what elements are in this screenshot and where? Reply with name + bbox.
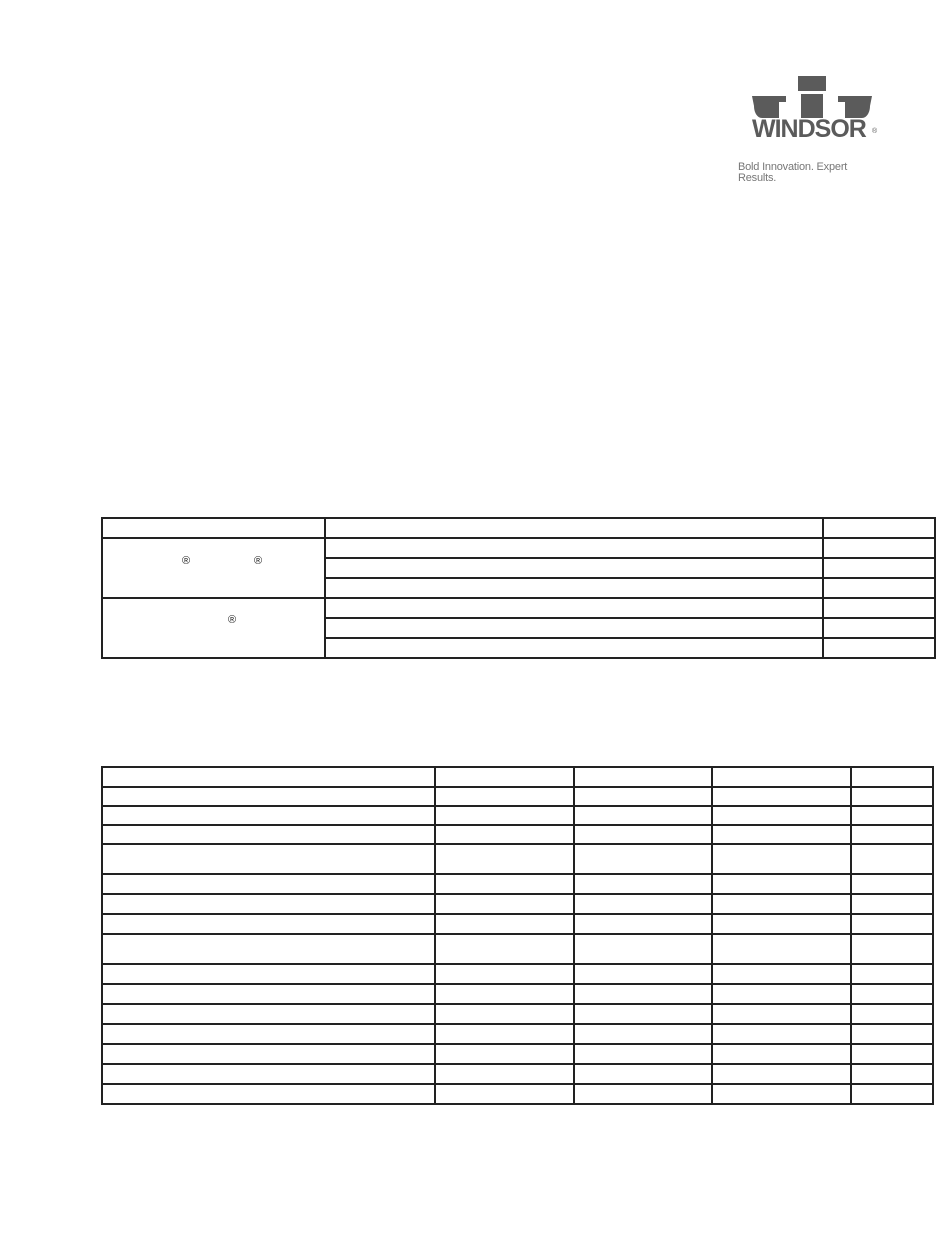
table-cell xyxy=(712,1004,851,1024)
table-cell xyxy=(102,914,435,934)
windsor-logo xyxy=(738,76,888,184)
table-cell xyxy=(851,844,933,874)
table-row xyxy=(102,1004,933,1024)
header-cell xyxy=(325,518,823,538)
table-row xyxy=(102,787,933,806)
table-cell xyxy=(712,787,851,806)
table-cell xyxy=(102,1024,435,1044)
table-cell xyxy=(435,874,574,894)
table-row xyxy=(102,914,933,934)
table-cell xyxy=(851,1044,933,1064)
table-cell xyxy=(823,638,935,658)
table-row xyxy=(102,806,933,825)
table-cell xyxy=(435,1024,574,1044)
table-cell xyxy=(712,1084,851,1104)
table-row xyxy=(102,538,935,558)
table-cell xyxy=(574,1024,712,1044)
windsor-emblem-icon xyxy=(752,76,872,118)
table-cell xyxy=(325,558,823,578)
registered-mark: ® xyxy=(228,614,237,626)
table-cell xyxy=(435,844,574,874)
table-cell xyxy=(325,538,823,558)
table-cell xyxy=(712,844,851,874)
table-cell xyxy=(102,787,435,806)
table-cell xyxy=(851,1084,933,1104)
table-cell xyxy=(851,964,933,984)
table-row xyxy=(102,598,935,618)
table-cell xyxy=(325,638,823,658)
table-cell xyxy=(712,894,851,914)
table-cell xyxy=(102,1004,435,1024)
table-cell xyxy=(851,914,933,934)
table-row xyxy=(102,825,933,844)
product-table xyxy=(101,517,936,659)
table-cell xyxy=(823,578,935,598)
table-cell xyxy=(712,825,851,844)
table-cell xyxy=(435,806,574,825)
header-cell xyxy=(851,767,933,787)
registered-mark: ® xyxy=(182,555,191,567)
table-cell xyxy=(574,787,712,806)
table-cell xyxy=(712,1024,851,1044)
table-cell xyxy=(435,825,574,844)
table-cell xyxy=(102,894,435,914)
table-cell xyxy=(574,1004,712,1024)
table-cell xyxy=(102,1064,435,1084)
table-cell xyxy=(574,1044,712,1064)
table-cell xyxy=(574,806,712,825)
table-cell xyxy=(574,964,712,984)
table-cell xyxy=(574,874,712,894)
table-cell xyxy=(574,914,712,934)
table-row xyxy=(102,894,933,914)
table-cell xyxy=(851,934,933,964)
table-row xyxy=(102,934,933,964)
table-cell xyxy=(435,787,574,806)
logo-tagline: Bold Innovation. Expert Results. xyxy=(738,161,848,184)
table-row xyxy=(102,964,933,984)
table-row xyxy=(102,984,933,1004)
table-cell xyxy=(712,964,851,984)
table-cell xyxy=(435,914,574,934)
header-cell xyxy=(435,767,574,787)
table-cell xyxy=(574,934,712,964)
header-cell xyxy=(102,518,325,538)
table-cell xyxy=(712,874,851,894)
table-cell xyxy=(574,1064,712,1084)
table-cell xyxy=(712,934,851,964)
table-row xyxy=(102,1084,933,1104)
group-cell-1 xyxy=(102,538,325,598)
header-cell xyxy=(823,518,935,538)
table-cell xyxy=(102,1044,435,1064)
table-cell xyxy=(102,984,435,1004)
table-cell xyxy=(851,874,933,894)
table-cell xyxy=(712,914,851,934)
table-cell xyxy=(712,1064,851,1084)
table-cell xyxy=(435,984,574,1004)
table-cell xyxy=(851,1064,933,1084)
logo-wordmark: WINDSOR xyxy=(752,115,866,143)
table-cell xyxy=(102,844,435,874)
table-cell xyxy=(851,1024,933,1044)
header-cell xyxy=(102,767,435,787)
header-cell xyxy=(574,767,712,787)
table-cell xyxy=(435,1064,574,1084)
table-cell xyxy=(574,984,712,1004)
table-cell xyxy=(823,558,935,578)
table-cell xyxy=(102,1084,435,1104)
table-cell xyxy=(435,894,574,914)
table-row xyxy=(102,1024,933,1044)
table-cell xyxy=(435,1084,574,1104)
group-cell-2 xyxy=(102,598,325,658)
table-cell xyxy=(712,984,851,1004)
table-cell xyxy=(823,598,935,618)
table-cell xyxy=(574,894,712,914)
table-cell xyxy=(574,1084,712,1104)
table-cell xyxy=(574,825,712,844)
logo-registered-mark: ® xyxy=(872,128,878,135)
table-cell xyxy=(435,1044,574,1064)
table-header-row xyxy=(102,518,935,538)
table-cell xyxy=(102,964,435,984)
table-cell xyxy=(851,825,933,844)
table-row xyxy=(102,874,933,894)
specifications-table xyxy=(101,766,934,1105)
table-cell xyxy=(102,806,435,825)
table-cell xyxy=(435,934,574,964)
table-cell xyxy=(325,598,823,618)
table-cell xyxy=(574,844,712,874)
registered-mark: ® xyxy=(254,555,263,567)
table-cell xyxy=(102,934,435,964)
table-cell xyxy=(435,1004,574,1024)
table-cell xyxy=(435,964,574,984)
table-row xyxy=(102,844,933,874)
table-row xyxy=(102,1064,933,1084)
table-cell xyxy=(851,806,933,825)
header-cell xyxy=(712,767,851,787)
table-cell xyxy=(102,825,435,844)
table-cell xyxy=(102,874,435,894)
table-row xyxy=(102,1044,933,1064)
table-cell xyxy=(823,618,935,638)
table-header-row xyxy=(102,767,933,787)
table-cell xyxy=(712,1044,851,1064)
table-cell xyxy=(712,806,851,825)
table-cell xyxy=(851,787,933,806)
table-cell xyxy=(851,984,933,1004)
table-cell xyxy=(851,894,933,914)
table-cell xyxy=(325,618,823,638)
table-cell xyxy=(851,1004,933,1024)
table-cell xyxy=(325,578,823,598)
table-cell xyxy=(823,538,935,558)
